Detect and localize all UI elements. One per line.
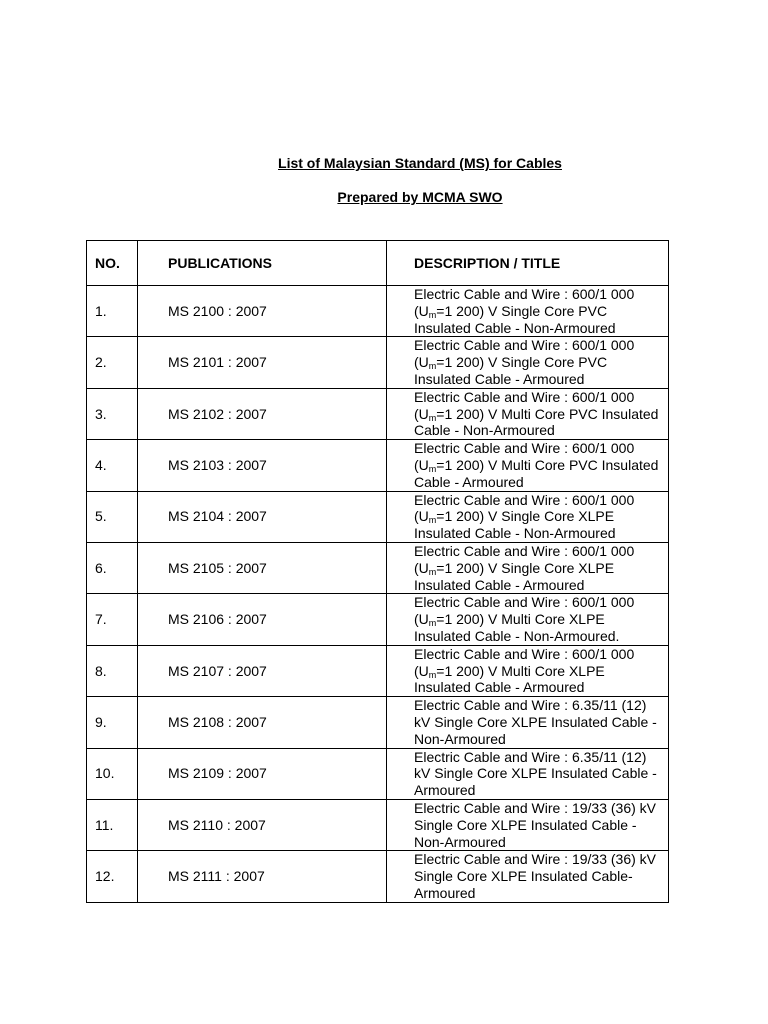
standards-table: [86, 240, 669, 903]
row-description: [387, 645, 669, 696]
row-publication: MS 2106 : 2007: [138, 594, 387, 645]
row-description: [387, 851, 669, 902]
table-header-row: [87, 241, 669, 286]
table-row: [87, 491, 669, 542]
row-description: [387, 388, 669, 439]
row-number: 9.: [87, 697, 138, 748]
voltage-subscript: m: [428, 361, 437, 372]
voltage-subscript: m: [428, 566, 437, 577]
voltage-subscript: m: [428, 669, 437, 680]
table-row: [87, 594, 669, 645]
description-text-continued: =1 200) V Single Core XLPE Insulated Cable - Armoured: [414, 559, 615, 593]
row-number: 5.: [87, 491, 138, 542]
row-number: 1.: [87, 286, 138, 337]
row-publication: MS 2100 : 2007: [138, 286, 387, 337]
row-publication: MS 2105 : 2007: [138, 542, 387, 593]
row-publication: MS 2111 : 2007: [138, 851, 387, 902]
description-text: Electric Cable and Wire : 19/33 (36) kV Single Core XLPE Insulated Cable-Armoured: [414, 851, 656, 901]
row-description: [387, 337, 669, 388]
row-description: [387, 594, 669, 645]
table-row: [87, 542, 669, 593]
row-number: 11.: [87, 799, 138, 850]
row-number: 10.: [87, 748, 138, 799]
row-publication: MS 2110 : 2007: [138, 799, 387, 850]
description-text-continued: =1 200) V Single Core PVC Insulated Cable - Armoured: [414, 354, 608, 387]
header-description: DESCRIPTION / TITLE: [387, 241, 669, 286]
row-publication: MS 2109 : 2007: [138, 748, 387, 799]
page-subtitle: Prepared by MCMA SWO: [337, 189, 503, 205]
description-text: Electric Cable and Wire : 600/1 000 (U: [414, 337, 635, 371]
row-publication: MS 2108 : 2007: [138, 697, 387, 748]
table-row: [87, 337, 669, 388]
table-row: [87, 799, 669, 850]
voltage-subscript: m: [428, 309, 437, 320]
row-number: 12.: [87, 851, 138, 902]
description-text: Electric Cable and Wire : 600/1 000 (U: [414, 542, 635, 576]
description-text-continued: =1 200) V Multi Core XLPE Insulated Cable - Non-Armoured.: [414, 611, 620, 644]
table-row: [87, 286, 669, 337]
row-number: 8.: [87, 645, 138, 696]
row-number: 7.: [87, 594, 138, 645]
description-text: Electric Cable and Wire : 600/1 000 (U: [414, 594, 635, 628]
row-number: 6.: [87, 542, 138, 593]
description-text: Electric Cable and Wire : 6.35/11 (12) kV Single Core XLPE Insulated Cable - Armoured: [414, 748, 657, 799]
row-description: [387, 697, 669, 748]
row-description: [387, 748, 669, 799]
description-text: Electric Cable and Wire : 6.35/11 (12) kV Single Core XLPE Insulated Cable - Non-Armoured: [414, 697, 657, 747]
voltage-subscript: m: [428, 618, 437, 629]
row-number: 3.: [87, 388, 138, 439]
description-text-continued: =1 200) V Single Core XLPE Insulated Cable - Non-Armoured: [414, 508, 616, 542]
description-text-continued: =1 200) V Multi Core PVC Insulated Cable - Non-Armoured: [414, 405, 659, 439]
description-text: Electric Cable and Wire : 600/1 000 (U: [414, 491, 635, 525]
description-text: Electric Cable and Wire : 19/33 (36) kV Single Core XLPE Insulated Cable - Non-Armoured: [414, 799, 656, 850]
voltage-subscript: m: [428, 412, 437, 423]
description-text-continued: =1 200) V Multi Core PVC Insulated Cable - Armoured: [414, 456, 659, 490]
row-publication: MS 2107 : 2007: [138, 645, 387, 696]
table-row: [87, 440, 669, 491]
table-row: [87, 748, 669, 799]
row-publication: MS 2103 : 2007: [138, 440, 387, 491]
voltage-subscript: m: [428, 463, 437, 474]
header-publications: PUBLICATIONS: [138, 241, 387, 286]
table-row: [87, 851, 669, 902]
row-publication: MS 2104 : 2007: [138, 491, 387, 542]
description-text: Electric Cable and Wire : 600/1 000 (U: [414, 645, 635, 679]
row-publication: MS 2101 : 2007: [138, 337, 387, 388]
table-row: [87, 645, 669, 696]
page-title: List of Malaysian Standard (MS) for Cables: [278, 155, 562, 171]
description-text: Electric Cable and Wire : 600/1 000 (U: [414, 286, 635, 319]
description-text: Electric Cable and Wire : 600/1 000 (U: [414, 440, 635, 473]
row-number: 4.: [87, 440, 138, 491]
row-number: 2.: [87, 337, 138, 388]
description-text: Electric Cable and Wire : 600/1 000 (U: [414, 388, 635, 422]
row-description: [387, 542, 669, 593]
table-row: [87, 388, 669, 439]
description-text-continued: =1 200) V Single Core PVC Insulated Cable - Non-Armoured: [414, 302, 616, 336]
table-row: [87, 697, 669, 748]
row-description: [387, 440, 669, 491]
voltage-subscript: m: [428, 515, 437, 526]
description-text-continued: =1 200) V Multi Core XLPE Insulated Cable - Armoured: [414, 662, 605, 696]
row-description: [387, 799, 669, 850]
header-no: NO.: [87, 241, 138, 286]
row-description: [387, 491, 669, 542]
row-description: [387, 286, 669, 337]
row-publication: MS 2102 : 2007: [138, 388, 387, 439]
